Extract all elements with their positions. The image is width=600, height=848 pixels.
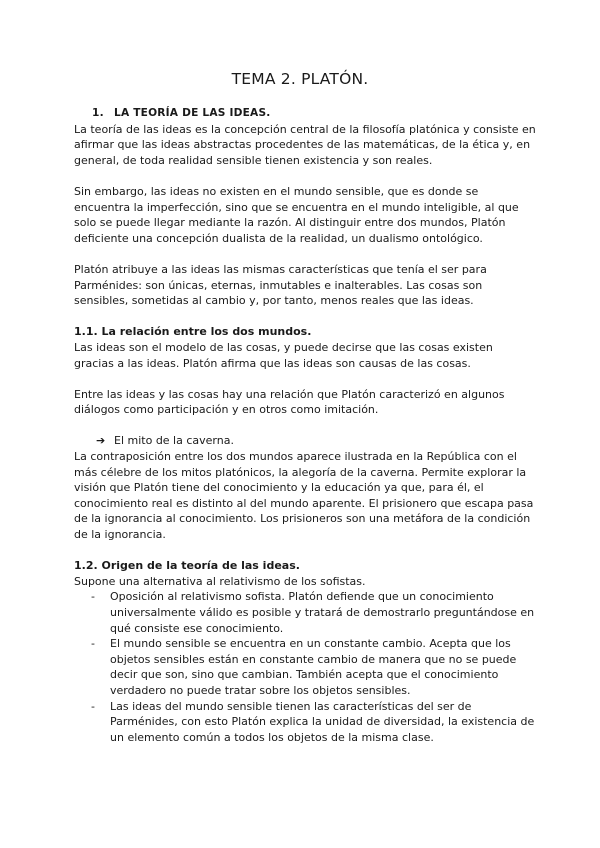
list-item (74, 636, 536, 698)
section-1-heading (74, 106, 536, 122)
document-body (74, 106, 536, 745)
section-number: 1. (92, 107, 104, 119)
section-title: LA TEORÍA DE LAS IDEAS. (114, 107, 271, 119)
arrow-item-text: El mito de la caverna. (114, 434, 234, 448)
paragraph: La contraposición entre los dos mundos aparece ilustrada en la República con el más célebre de los mitos platónicos, la alegoría de la caverna. Permite explorar la visión que Platón tiene del conocimiento y la educación ya que, para él, el conocimiento real es distinto al del mundo aparente. El prisionero que escapa pasa de la ignorancia al conocimiento. Los prisioneros son una metáfora de la condición de la ignorancia. (74, 450, 534, 542)
dash-bullet: - (91, 637, 95, 651)
list-item (74, 589, 536, 636)
paragraph: Las ideas son el modelo de las cosas, y puede decirse que las cosas existen gracias a las ideas. Platón afirma que las ideas son causas de las cosas. (74, 340, 493, 370)
arrow-list-item (74, 433, 536, 449)
section-1-2-heading: 1.2. Origen de la teoría de las ideas. (74, 559, 300, 573)
paragraph: Entre las ideas y las cosas hay una relación que Platón caracterizó en algunos diálogos como participación y en otros como imitación. (74, 387, 505, 417)
dash-bullet: - (91, 699, 95, 713)
dash-list (74, 589, 536, 745)
paragraph: La teoría de las ideas es la concepción central de la filosofía platónica y consiste en afirmar que las ideas abstractas procedentes de las matemáticas, de la ética y, en general, de toda realidad sensible tienen existencia y son reales. (74, 122, 536, 167)
page-title: TEMA 2. PLATÓN. (231, 70, 369, 88)
list-item-text: El mundo sensible se encuentra en un constante cambio. Acepta que los objetos sensibles están en constante cambio de manera que no se puede decir que son, sino que cambian. También acepta que el conocimiento verdadero no puede tratar sobre los objetos sensibles. (110, 637, 517, 697)
paragraph: Platón atribuye a las ideas las mismas características que tenía el ser para Parménides: son únicas, eternas, inmutables e inalterables. Las cosas son sensibles, sometidas al cambio y, por tanto, menos reales que las ideas. (74, 262, 487, 308)
arrow-right-icon: ➔ (96, 434, 106, 448)
paragraph: Supone una alternativa al relativismo de los sofistas. (74, 574, 366, 588)
list-item-text: Las ideas del mundo sensible tienen las características del ser de Parménides, con esto Platón explica la unidad de diversidad, la existencia de un elemento común a todos los objetos de la misma clase. (110, 699, 535, 744)
section-1-1-heading: 1.1. La relación entre los dos mundos. (74, 325, 312, 339)
list-item (74, 699, 536, 746)
dash-bullet: - (91, 590, 95, 604)
list-item-text: Oposición al relativismo sofista. Platón defiende que un conocimiento universalmente válido es posible y tratará de demostrarlo preguntándose en qué consiste ese conocimiento. (110, 590, 535, 635)
paragraph: Sin embargo, las ideas no existen en el mundo sensible, que es donde se encuentra la imperfección, sino que se encuentra en el mundo inteligible, al que solo se puede llegar mediante la razón. Al distinguir entre dos mundos, Platón deficiente una concepción dualista de la realidad, un dualismo ontológico. (74, 184, 519, 245)
